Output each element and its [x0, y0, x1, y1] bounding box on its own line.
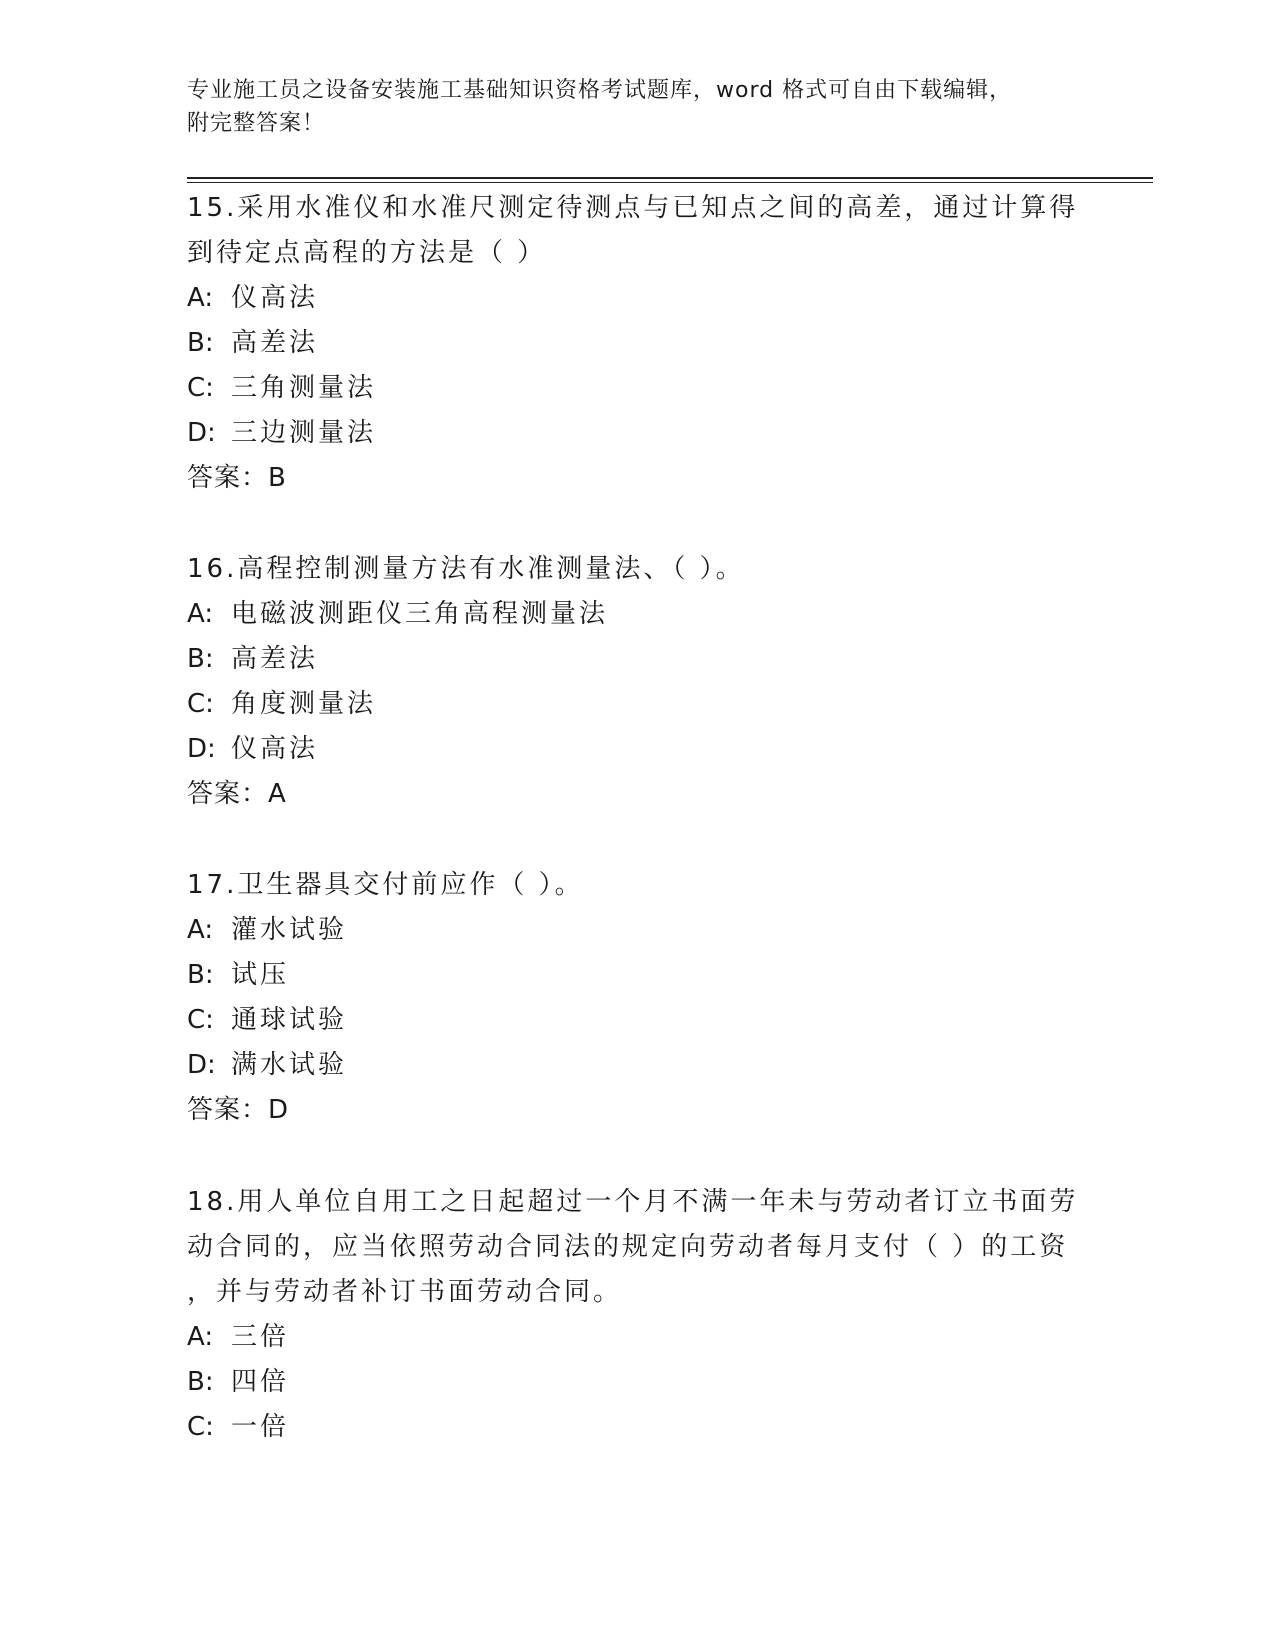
option-text: 高差法	[231, 644, 319, 674]
question-16	[187, 547, 1087, 817]
option-text: 三倍	[231, 1322, 290, 1352]
question-stem-line: 17.卫生器具交付前应作（ ）。	[187, 870, 584, 900]
option-b	[187, 1360, 1087, 1405]
option-letter: C:	[187, 1412, 214, 1442]
option-letter: A:	[187, 1322, 214, 1352]
option-a	[187, 908, 1087, 953]
option-text: 高差法	[231, 328, 319, 358]
option-a	[187, 1315, 1087, 1360]
question-stem-line: 动合同的，应当依照劳动合同法的规定向劳动者每月支付（ ）的工资	[187, 1232, 1069, 1262]
option-b	[187, 321, 1087, 366]
option-text: 仪高法	[231, 283, 319, 313]
option-text: 满水试验	[231, 1050, 348, 1080]
option-d	[187, 411, 1087, 456]
question-17	[187, 863, 1087, 1133]
option-letter: C:	[187, 689, 214, 719]
option-c	[187, 1405, 1087, 1450]
answer-line	[187, 456, 1087, 501]
option-text: 一倍	[231, 1412, 290, 1442]
answer-line	[187, 772, 1087, 817]
answer-value: A	[268, 779, 287, 809]
option-letter: B:	[187, 644, 214, 674]
option-letter: A:	[187, 915, 214, 945]
option-letter: D:	[187, 1050, 216, 1080]
answer-label: 答案：	[187, 1095, 269, 1125]
option-letter: A:	[187, 599, 214, 629]
option-b	[187, 637, 1087, 682]
answer-value: D	[268, 1095, 290, 1125]
option-letter: C:	[187, 1005, 214, 1035]
option-letter: B:	[187, 328, 214, 358]
option-a	[187, 276, 1087, 321]
question-stem-line: 18.用人单位自用工之日起超过一个月不满一年未与劳动者订立书面劳	[187, 1187, 1079, 1217]
option-c	[187, 366, 1087, 411]
option-text: 三角测量法	[231, 373, 377, 403]
question-stem-line: 16.高程控制测量方法有水准测量法、（ ）。	[187, 554, 745, 584]
option-text: 通球试验	[231, 1005, 348, 1035]
header-title-line-1: 专业施工员之设备安装施工基础知识资格考试题库，word 格式可自由下载编辑，	[187, 78, 1013, 103]
answer-line	[187, 1088, 1087, 1133]
option-text: 灌水试验	[231, 915, 348, 945]
header-divider-thin	[187, 182, 1153, 183]
question-stem-line: ，并与劳动者补订书面劳动合同。	[187, 1277, 623, 1307]
option-d	[187, 727, 1087, 772]
option-text: 角度测量法	[231, 689, 377, 719]
option-c	[187, 998, 1087, 1043]
header-title-line-2: 附完整答案！	[187, 111, 326, 136]
document-header	[187, 74, 1087, 140]
option-text: 试压	[231, 960, 290, 990]
option-letter: D:	[187, 734, 216, 764]
option-text: 四倍	[231, 1367, 290, 1397]
question-18	[187, 1180, 1087, 1450]
option-text: 电磁波测距仪三角高程测量法	[231, 599, 609, 629]
option-text: 三边测量法	[231, 418, 377, 448]
question-stem-line: 15.采用水准仪和水准尺测定待测点与已知点之间的高差，通过计算得	[187, 193, 1079, 223]
option-a	[187, 592, 1087, 637]
option-letter: A:	[187, 283, 214, 313]
question-15	[187, 186, 1087, 501]
option-text: 仪高法	[231, 734, 319, 764]
answer-label: 答案：	[187, 779, 269, 809]
option-letter: C:	[187, 373, 214, 403]
option-letter: B:	[187, 1367, 214, 1397]
option-letter: B:	[187, 960, 214, 990]
header-divider-thick	[187, 177, 1153, 179]
answer-value: B	[268, 463, 287, 493]
question-stem-line: 到待定点高程的方法是（ ）	[187, 238, 547, 268]
option-letter: D:	[187, 418, 216, 448]
option-c	[187, 682, 1087, 727]
option-b	[187, 953, 1087, 998]
option-d	[187, 1043, 1087, 1088]
answer-label: 答案：	[187, 463, 269, 493]
